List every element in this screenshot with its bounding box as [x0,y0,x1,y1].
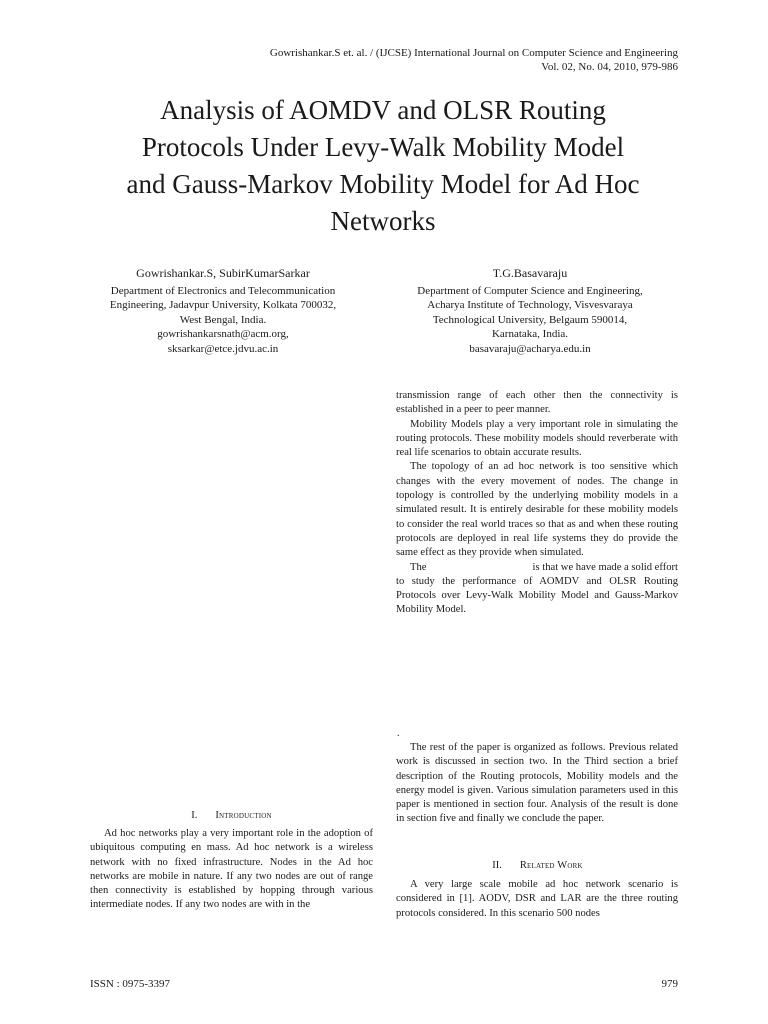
affiliation-line: West Bengal, India. [179,313,267,326]
paper-title [80,92,686,240]
footer-page-number: 979 [661,978,678,990]
author-block-left [80,266,366,356]
related-work-text [396,878,678,921]
author-names: T.G.Basavaraju [492,266,568,280]
running-header-journal: Gowrishankar.S et. al. / (IJCSE) International Journal on Computer Science and Engineering [269,47,678,59]
affiliation-line: Engineering, Jadavpur University, Kolkata 700032, [109,299,337,311]
paragraph: The is that we have made a solid effort to study the performance of AOMDV and OLSR Routing Protocols over Levy-Walk Mobility Model and Gauss-Markov Mobility Model. [396,561,681,616]
paragraph: transmission range of each other then the connectivity is established in a peer to peer manner. [396,390,678,416]
title-line: Protocols Under Levy-Walk Mobility Model [141,132,625,162]
section-heading-introduction [90,809,373,822]
section-heading-related-work [396,859,679,872]
paragraph: A very large scale mobile ad hoc network scenario is considered in [1]. AODV, DSR and LAR are the three routing protocols considered. In this scenario 500 nodes [396,879,678,919]
paragraph: Ad hoc networks play a very important role in the adoption of ubiquitous computing en mass. Ad hoc network is a wireless network with no fixed infrastructure. Nodes in the Ad hoc networks are mobile in nature. If any two nodes are out of range then connectivity is established by hopping through various intermediate nodes. If any two nodes are with in the [90,828,373,911]
affiliation-line: Department of Computer Science and Engineering, [417,284,643,297]
footer-issn: ISSN : 0975-3397 [90,978,171,990]
author-email: basavaraju@acharya.edu.in [469,342,591,355]
paragraph: Mobility Models play a very important role in simulating the routing protocols. These mobility models should reverberate with real life scenarios to obtain accurate results. [396,418,678,459]
author-email: gowrishankarsnath@acm.org, [157,328,289,340]
paragraph: The topology of an ad hoc network is too sensitive which changes with the every movement of nodes. The change in topology is controlled by the underlying mobility models in a simulated result. It is entirely desirable for these mobility models to consider the real world traces so that as and when these routing protocols are deployed in real life systems they do provide the same effect as they provide when simulated. [396,461,678,559]
affiliation-line: Karnataka, India. [491,328,569,340]
paragraph: The rest of the paper is organized as follows. Previous related work is discussed in section two. In the Third section a brief description of the Routing protocols, Mobility models and the energy model is given. Various simulation parameters used in this paper is mentioned in section four. Analysis of the result is done in section five and finally we conclude the paper. [396,742,678,825]
author-names: Gowrishankar.S, SubirKumarSarkar [136,266,310,280]
right-column-top-text [396,389,681,618]
stray-mark: . [397,728,400,739]
right-column-bottom-text [396,741,678,827]
author-block-right [384,266,676,356]
section-title: Related Work [519,860,583,871]
title-line: Networks [330,206,436,236]
title-line: and Gauss-Markov Mobility Model for Ad Hoc [126,169,640,199]
title-line: Analysis of AOMDV and OLSR Routing [160,95,606,125]
affiliation-line: Department of Electronics and Telecommunication [110,284,336,297]
section-number: II. [492,860,502,871]
section-number: I. [191,810,198,821]
introduction-text [90,827,373,913]
affiliation-line: Technological University, Belgaum 590014, [432,313,628,326]
running-header-volume: Vol. 02, No. 04, 2010, 979-986 [541,61,678,73]
author-email: sksarkar@etce.jdvu.ac.in [167,342,279,355]
section-title: Introduction [215,810,272,821]
affiliation-line: Acharya Institute of Technology, Visvesvaraya [427,299,633,311]
